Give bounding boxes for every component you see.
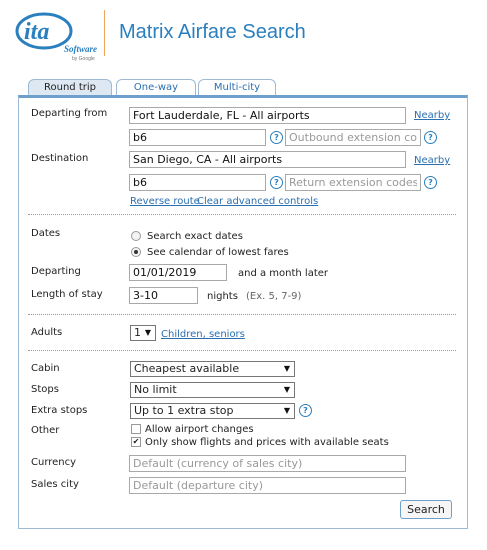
destination-input[interactable] xyxy=(129,151,406,168)
departing-from-input[interactable] xyxy=(129,107,406,124)
departing-suffix: and a month later xyxy=(238,268,329,279)
only-available-seats-label: Only show flights and prices with available seats xyxy=(145,437,389,448)
help-icon[interactable]: ? xyxy=(424,131,437,144)
adults-select[interactable] xyxy=(130,325,156,341)
extra-stops-value: Up to 1 extra stop xyxy=(134,404,234,417)
logo-sub: Software xyxy=(64,44,98,54)
tab-one-way[interactable]: One-way xyxy=(116,79,196,96)
stops-value: No limit xyxy=(134,383,177,396)
nights-label: nights xyxy=(207,291,238,302)
exact-dates-label: Search exact dates xyxy=(147,231,243,242)
allow-airport-changes-checkbox[interactable] xyxy=(131,424,141,434)
calendar-lowest-fares-radio[interactable] xyxy=(131,247,141,257)
only-available-seats-checkbox[interactable]: ✔ xyxy=(132,437,140,446)
outbound-extension-input[interactable] xyxy=(285,129,421,146)
tab-multi-city[interactable]: Multi-city xyxy=(198,79,276,96)
sales-city-label: Sales city xyxy=(31,479,79,490)
departing-nearby-link[interactable]: Nearby xyxy=(414,110,451,121)
exact-dates-radio[interactable] xyxy=(131,231,141,241)
cabin-select[interactable] xyxy=(130,361,295,377)
calendar-lowest-fares-label: See calendar of lowest fares xyxy=(147,247,289,258)
stops-select[interactable] xyxy=(130,382,295,398)
help-icon[interactable]: ? xyxy=(270,176,283,189)
cabin-value: Cheapest available xyxy=(134,362,240,375)
length-of-stay-input[interactable] xyxy=(129,287,198,304)
reverse-route-link[interactable]: Reverse route xyxy=(130,196,200,207)
adults-label: Adults xyxy=(31,327,63,338)
search-button[interactable]: Search xyxy=(400,500,452,519)
destination-nearby-link[interactable]: Nearby xyxy=(414,155,451,166)
chevron-down-icon: ▼ xyxy=(144,328,151,337)
allow-airport-changes-label: Allow airport changes xyxy=(145,424,254,435)
length-of-stay-hint: (Ex. 5, 7-9) xyxy=(246,291,302,302)
help-icon[interactable]: ? xyxy=(270,131,283,144)
other-label: Other xyxy=(31,425,60,436)
currency-input[interactable] xyxy=(129,455,406,472)
sales-city-input[interactable] xyxy=(129,477,406,494)
tab-round-trip[interactable]: Round trip xyxy=(28,79,112,96)
chevron-down-icon: ▼ xyxy=(283,364,290,373)
logo-by: by Google xyxy=(72,56,95,62)
departing-date-input[interactable] xyxy=(129,264,227,281)
children-seniors-link[interactable]: Children, seniors xyxy=(161,329,245,340)
departing-label: Departing xyxy=(31,266,81,277)
dates-label: Dates xyxy=(31,228,61,239)
logo-divider xyxy=(104,10,105,56)
section-divider xyxy=(28,214,456,215)
stops-label: Stops xyxy=(31,384,59,395)
section-divider xyxy=(28,350,456,351)
ita-software-logo xyxy=(14,8,100,62)
cabin-label: Cabin xyxy=(31,363,60,374)
help-icon[interactable]: ? xyxy=(424,176,437,189)
destination-label: Destination xyxy=(31,153,89,164)
app-title: Matrix Airfare Search xyxy=(119,21,306,43)
return-routing-input[interactable] xyxy=(129,174,266,191)
adults-value: 1 xyxy=(134,326,141,339)
length-of-stay-label: Length of stay xyxy=(31,289,103,300)
section-divider xyxy=(28,314,456,315)
chevron-down-icon: ▼ xyxy=(283,385,290,394)
currency-label: Currency xyxy=(31,457,77,468)
logo-text: ita xyxy=(24,19,50,45)
clear-advanced-controls-link[interactable]: Clear advanced controls xyxy=(197,196,319,207)
departing-from-label: Departing from xyxy=(31,108,108,119)
return-extension-input[interactable] xyxy=(285,174,421,191)
extra-stops-label: Extra stops xyxy=(31,405,88,416)
chevron-down-icon: ▼ xyxy=(283,406,290,415)
outbound-routing-input[interactable] xyxy=(129,129,266,146)
help-icon[interactable]: ? xyxy=(299,404,312,417)
extra-stops-select[interactable] xyxy=(130,403,295,419)
